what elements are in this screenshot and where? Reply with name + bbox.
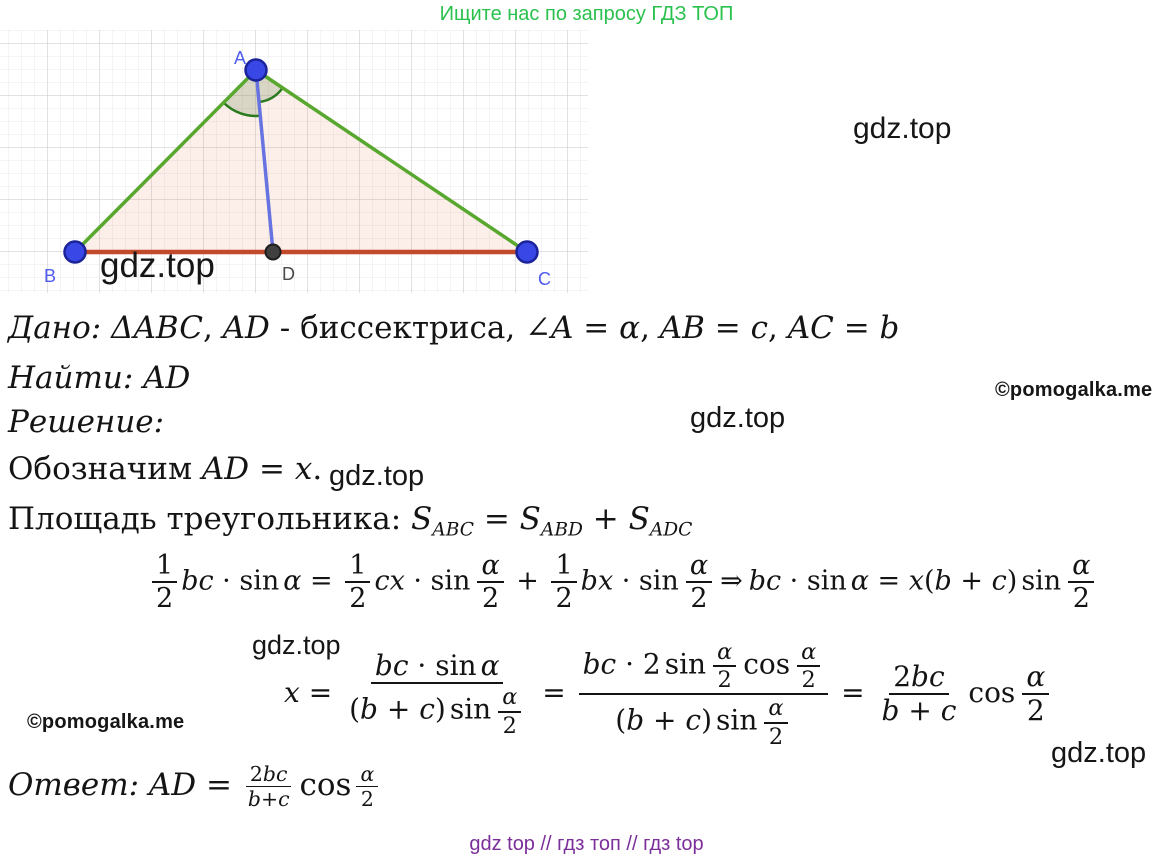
watermark-pomogalka-left: ©pomogalka.me: [27, 711, 185, 733]
footer-watermark: gdz top // гдз топ // гдз top: [469, 833, 704, 855]
given-label: Дано:: [8, 310, 102, 346]
denote-math: Обозначим AD = x.: [8, 451, 323, 487]
watermark-gdz-solution: gdz.top: [690, 402, 786, 434]
formula-areas-expanded: $\frac{1}{2}$ bc · sin α = $\frac{1}{2}$ cx · sin $\frac{\alpha}{2}$ + $\frac{1}{2}$ bx · sin $\frac{\alpha}{2}$ ⇒ bc · sin α = x(b + c) sin $\frac{\alpha}{2}$: [148, 551, 1098, 613]
label-c: C: [538, 269, 551, 289]
area-math: $S_{ABC} = S_{ABD} + S_{ADC}$: [411, 501, 693, 541]
watermark-gdz-formula: gdz.top: [252, 630, 341, 660]
label-b: B: [44, 266, 57, 286]
find-line: [8, 360, 190, 396]
given-math: ΔABC, AD - биссектриса, ∠A = α, AB = c, AC = b: [101, 310, 900, 346]
label-d: D: [282, 264, 295, 284]
watermark-pomogalka-right: ©pomogalka.me: [995, 379, 1153, 401]
area-label: Площадь треугольника:: [8, 501, 412, 537]
answer-label: Ответ:: [8, 767, 140, 804]
answer-math: AD = $\frac{2bc}{b+c}$ cos $\frac{\alpha}{2}$: [139, 767, 380, 803]
watermark-gdz-top-right: gdz.top: [853, 112, 952, 145]
point-d: [266, 245, 281, 260]
find-label: Найти:: [8, 360, 134, 396]
label-a: A: [234, 48, 247, 68]
find-math: AD: [133, 360, 191, 396]
point-b: [65, 242, 86, 263]
answer-line: [8, 763, 380, 810]
watermark-gdz-diagram: gdz.top: [100, 246, 215, 285]
area-line: [8, 501, 692, 541]
triangle-diagram: [0, 30, 588, 293]
watermark-gdz-bottom-right: gdz.top: [1051, 737, 1147, 769]
solution-label-line: [8, 404, 164, 440]
denote-line: [8, 451, 322, 487]
watermark-gdz-denote: gdz.top: [329, 460, 425, 492]
point-c: [517, 242, 538, 263]
point-a: [246, 60, 267, 81]
header-search-watermark: Ищите нас по запросу ГДЗ ТОП: [439, 3, 734, 25]
given-line: [8, 310, 899, 346]
solution-label: Решение:: [8, 404, 165, 440]
formula-x-derivation: x = bc · sin α (b + c) sin $\frac{\alpha}{2}$ = bc · 2 sin $\frac{\alpha}{2}$ cos $\frac{\alpha}{2}$ (b + c) sin $\frac{\alpha}{2}$ = $\frac{2bc}{b + c}$ cos $\frac{\alpha}{2}$: [284, 640, 1053, 749]
